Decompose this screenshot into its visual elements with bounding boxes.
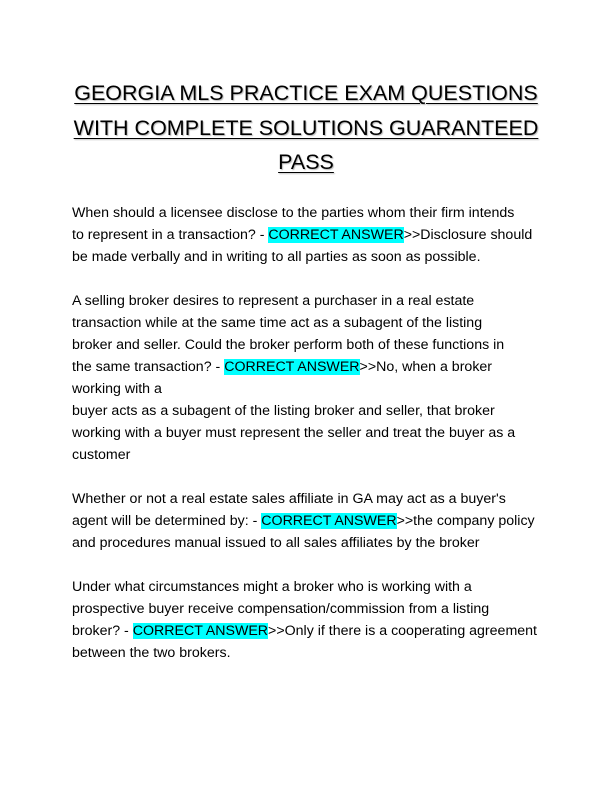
text-line: buyer acts as a subagent of the listing broker and seller, that broker: [72, 403, 495, 419]
question-text: broker? -: [72, 623, 133, 639]
correct-answer-marker: CORRECT ANSWER: [224, 359, 360, 375]
text-line: prospective buyer receive compensation/commission from a listing: [72, 601, 490, 617]
text-line: Whether or not a real estate sales affiliate in GA may act as a buyer's: [72, 491, 506, 507]
text-line: A selling broker desires to represent a purchaser in a real estate: [72, 293, 475, 309]
document-title: [60, 76, 552, 180]
text-line: broker and seller. Could the broker perform both of these functions in: [72, 337, 505, 353]
text-line: customer: [72, 447, 131, 463]
text-line: Under what circumstances might a broker who is working with a: [72, 579, 472, 595]
question-text: the same transaction? -: [72, 359, 225, 375]
title-line-3: PASS: [278, 150, 334, 174]
qa-item: [72, 290, 548, 466]
correct-answer-marker: CORRECT ANSWER: [261, 513, 397, 529]
answer-text: >>Disclosure should: [403, 227, 533, 243]
text-line: [72, 356, 548, 378]
qa-list: [72, 202, 548, 686]
text-line: working with a buyer must represent the seller and treat the buyer as a: [72, 425, 516, 441]
question-text: to represent in a transaction? -: [72, 227, 269, 243]
text-line: and procedures manual issued to all sales affiliates by the broker: [72, 535, 480, 551]
qa-item: [72, 488, 548, 554]
title-line-1: GEORGIA MLS PRACTICE EXAM QUESTIONS: [74, 81, 538, 105]
text-line: [72, 224, 548, 246]
title-line-2: WITH COMPLETE SOLUTIONS GUARANTEED: [73, 115, 539, 140]
text-line: working with a: [72, 381, 162, 397]
answer-text: >>No, when a broker: [359, 359, 493, 375]
text-line: between the two brokers.: [72, 645, 231, 661]
text-line: [72, 510, 548, 532]
text-line: transaction while at the same time act as a subagent of the listing: [72, 315, 483, 331]
question-text: agent will be determined by: -: [72, 513, 262, 529]
correct-answer-marker: CORRECT ANSWER: [268, 227, 404, 243]
text-line: When should a licensee disclose to the parties whom their firm intends: [72, 205, 515, 221]
qa-item: [72, 576, 548, 664]
text-line: be made verbally and in writing to all parties as soon as possible.: [72, 249, 481, 265]
correct-answer-marker: CORRECT ANSWER: [132, 623, 269, 639]
text-line: [72, 620, 548, 642]
answer-text: >>Only if there is a cooperating agreement: [268, 623, 537, 639]
answer-text: >>the company policy: [396, 513, 535, 529]
qa-item: [72, 202, 548, 268]
